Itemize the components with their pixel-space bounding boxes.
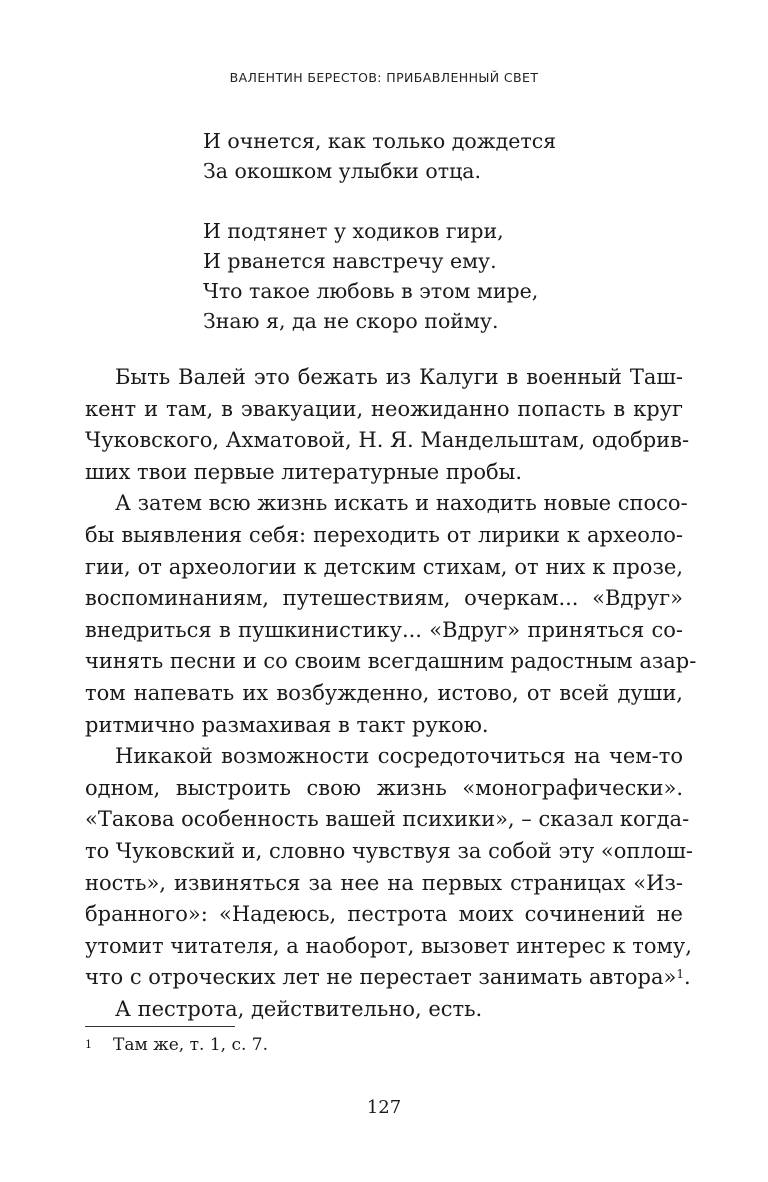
poem-line: И рванется навстречу ему.: [203, 249, 497, 273]
poem-stanza: [203, 216, 556, 336]
text-line: чинять песни и со своим всегдашним радостным азар-: [85, 649, 697, 674]
text-line: внедриться в пушкинистику... «Вдруг» приняться со-: [85, 617, 683, 642]
text-line: Никакой возможности сосредоточиться на чем-то: [115, 744, 683, 769]
text-line: воспоминаниям, путешествиям, очеркам... «Вдруг»: [85, 586, 683, 611]
text-line: «Такова особенность вашей психики», – сказал когда-: [85, 807, 690, 832]
poem: [203, 126, 556, 336]
text-line: то Чуковский и, словно чувствуя за собой эту «оплош-: [85, 838, 693, 863]
text-line: бы выявления себя: переходить от лирики к археоло-: [85, 522, 683, 547]
paragraph: [85, 994, 683, 1026]
paragraph: [85, 362, 690, 488]
running-head: ВАЛЕНТИН БЕРЕСТОВ: ПРИБАВЛЕННЫЙ СВЕТ: [229, 70, 539, 85]
footnote-reference[interactable]: 1: [676, 967, 684, 982]
text-line: ность», извиняться за нее на первых страницах «Из-: [85, 870, 683, 895]
text-line: том напевать их возбужденно, истово, от всей души,: [85, 680, 683, 705]
poem-line: За окошком улыбки отца.: [203, 159, 482, 183]
text-line: гии, от археологии к детским стихам, от них к прозе,: [85, 554, 683, 579]
paragraph: [85, 741, 693, 994]
footnote-separator: [85, 1026, 235, 1027]
poem-line: Что такое любовь в этом мире,: [203, 279, 539, 303]
paragraph: [85, 488, 697, 741]
poem-line: Знаю я, да не скоро пойму.: [203, 309, 499, 333]
text-line: утомит читателя, а наоборот, вызовет интерес к тому,: [85, 933, 692, 958]
text-line-with-footnote: [85, 962, 691, 994]
page-number: 127: [366, 1097, 402, 1118]
text-line: одном, выстроить свою жизнь «монографически».: [85, 775, 683, 800]
poem-line: И подтянет у ходиков гири,: [203, 219, 504, 243]
text-line: Чуковского, Ахматовой, Н. Я. Мандельштам, одобрив-: [85, 428, 690, 453]
text-line: ритмично размахивая в такт рукою.: [85, 712, 489, 737]
text-line: А затем всю жизнь искать и находить новые спосо-: [115, 491, 688, 516]
text-line: бранного»: «Надеюсь, пестрота моих сочинений не: [85, 902, 683, 927]
text-line: что с отроческих лет не перестает занимать автора»: [85, 965, 677, 990]
poem-stanza: [203, 126, 556, 186]
sentence-end: .: [684, 965, 691, 990]
footnote-text: Там же, т. 1, с. 7.: [113, 1035, 268, 1055]
footnote: [85, 1034, 268, 1056]
text-line: кент и там, в эвакуации, неожиданно попасть в круг: [85, 396, 683, 421]
footnote-number: 1: [85, 1038, 92, 1051]
prose-body: [85, 362, 697, 1025]
text-line: Быть Валей это бежать из Калуги в военный Таш-: [115, 365, 683, 389]
text-line: ших твои первые литературные пробы.: [85, 459, 522, 484]
poem-line: И очнется, как только дождется: [203, 129, 557, 153]
text-line: А пестрота, действительно, есть.: [115, 996, 483, 1021]
